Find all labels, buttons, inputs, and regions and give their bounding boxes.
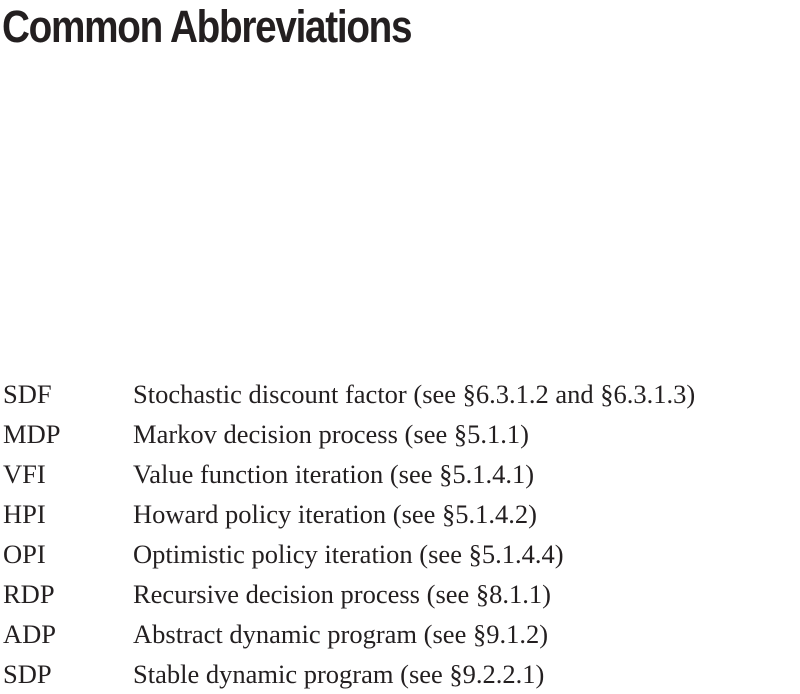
abbreviation-definition: Stochastic discount factor (see §6.3.1.2 and §6.3.1.3) (133, 379, 696, 409)
abbreviation-row (0, 374, 800, 414)
abbreviation-term: HPI (3, 499, 46, 529)
abbreviation-term: MDP (3, 419, 61, 449)
abbreviation-definition: Howard policy iteration (see §5.1.4.2) (133, 499, 538, 529)
abbreviation-term: RDP (3, 579, 55, 609)
abbreviation-row (0, 414, 800, 454)
abbreviation-definition: Value function iteration (see §5.1.4.1) (133, 459, 535, 489)
page-title: Common Abbreviations (2, 1, 412, 52)
abbreviation-definition: Markov decision process (see §5.1.1) (133, 419, 529, 449)
abbreviation-term: SDP (3, 659, 52, 689)
abbreviation-definition: Recursive decision process (see §8.1.1) (133, 579, 551, 609)
abbreviation-definition: Optimistic policy iteration (see §5.1.4.4) (133, 539, 564, 569)
abbreviation-row (0, 654, 800, 694)
abbreviation-definition: Stable dynamic program (see §9.2.2.1) (133, 659, 545, 689)
abbreviation-row (0, 534, 800, 574)
abbreviation-term: SDF (3, 379, 52, 409)
abbreviation-term: VFI (3, 459, 46, 489)
abbreviation-list (0, 374, 800, 694)
abbreviation-term: OPI (3, 539, 46, 569)
abbreviation-row (0, 494, 800, 534)
abbreviation-term: ADP (3, 619, 57, 649)
abbreviation-row (0, 574, 800, 614)
abbreviation-row (0, 454, 800, 494)
abbreviation-definition: Abstract dynamic program (see §9.1.2) (133, 619, 549, 649)
abbreviation-row (0, 614, 800, 654)
